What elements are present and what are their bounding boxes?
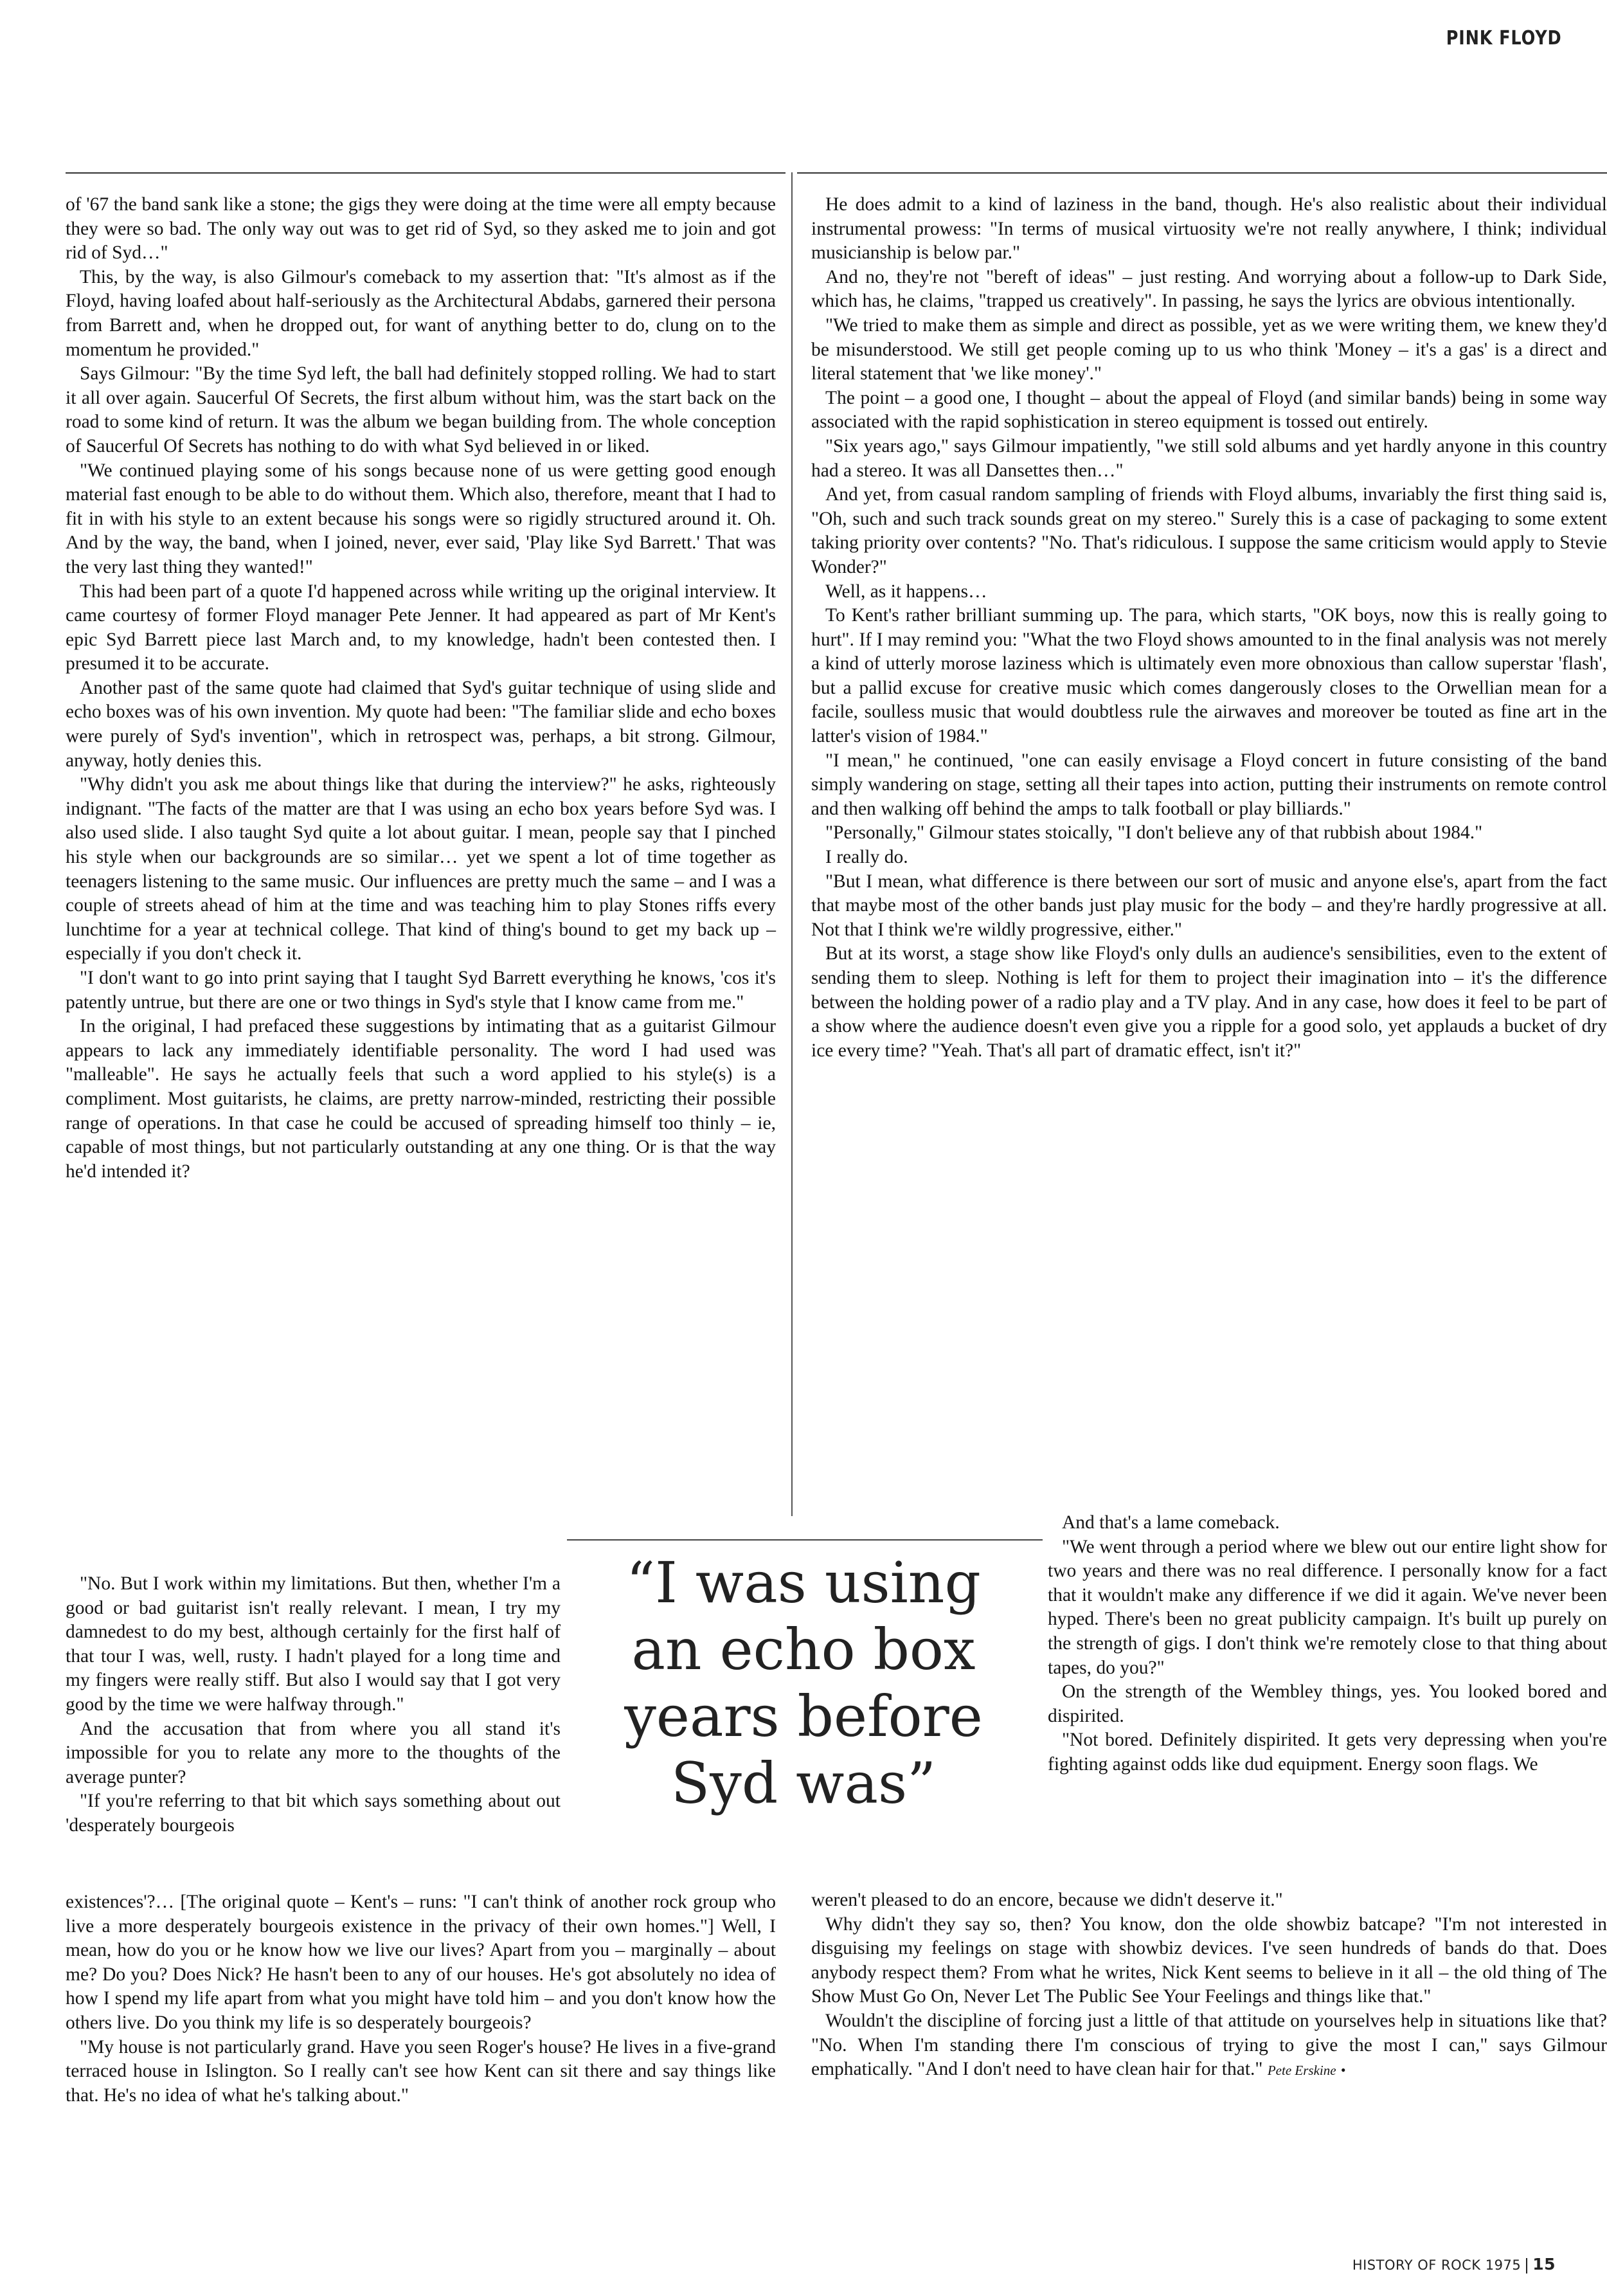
page-number: 15 [1532, 2255, 1556, 2273]
paragraph: He does admit to a kind of laziness in the band, though. He's also realistic about their individual instrumental prowess: "In terms of musical virtuosity we're not really anywhere, I think; individual musicianship is below par." [811, 194, 1607, 264]
paragraph: And no, they're not "bereft of ideas" – just resting. And worrying about a follow-up to Dark Side, which has, he claims, "trapped us creatively". In passing, he says the lyrics are obvious intentionally. [811, 266, 1607, 312]
paragraph: Says Gilmour: "By the time Syd left, the ball had definitely stopped rolling. We had to start it all over again. Saucerful Of Secrets, the first album without him, was the start back on the road to some kind of return. It was the album we began building from. The whole conception of Saucerful Of Secrets has nothing to do with what Syd believed in or liked. [66, 363, 776, 456]
author-byline: Pete Erskine [1267, 2063, 1336, 2079]
paragraph: "We continued playing some of his songs because none of us were getting good enough material fast enough to be able to do without them. Which also, therefore, meant that I had to fit in with his style to an extent because his songs were so rigidly structured around it. Oh. And by the way, the band, when I joined, never, ever said, 'Play like Syd Barrett.' That was the very last thing they wanted!" [66, 460, 776, 577]
paragraph: This had been part of a quote I'd happened across while writing up the original interview. It came courtesy of former Floyd manager Pete Jenner. It had appeared as part of Mr Kent's epic Syd Barrett piece last March and, to my knowledge, hadn't been contested then. I presumed it to be accurate. [66, 581, 776, 674]
paragraph: "Six years ago," says Gilmour impatiently, "we still sold albums and yet hardly anyone in this country had a stereo. It was all Dansettes then…" [811, 435, 1607, 481]
pull-quote-line: Syd was” [670, 1750, 937, 1816]
paragraph: "We tried to make them as simple and direct as possible, yet as we were writing them, we knew they'd be misunderstood. We still get people coming up to us who think 'Money – it's a gas' is a direct and literal statement that 'we like money'." [811, 314, 1607, 384]
left-column-top [66, 193, 776, 1184]
top-rule-left [66, 172, 786, 174]
paragraph: weren't pleased to do an encore, because we didn't deserve it." [811, 1890, 1283, 1910]
paragraph: Another past of the same quote had claimed that Syd's guitar technique of using slide and echo boxes was of his own invention. My quote had been: "The familiar slide and echo boxes were purely of Syd's invention", which in retrospect was, perhaps, a bit strong. Gilmour, anyway, hotly denies this. [66, 677, 776, 771]
paragraph: existences'?… [The original quote – Kent's – runs: "I can't think of another rock group who live a more desperately bourgeois existence in the privacy of their own homes."] Well, I mean, how do you or he know how we live our lives? Apart from you – marginally – about me? Do you? Does Nick? He hasn't been to any of our houses. He's got absolutely no idea of how I spend my life apart from what you might have told him – and you don't know how the others live. Do you think my life is so desperately bourgeois? [66, 1892, 776, 2033]
paragraph: And the accusation that from where you all stand it's impossible for you to relate any more to the thoughts of the average punter? [66, 1718, 561, 1787]
paragraph: "No. But I work within my limitations. But then, whether I'm a good or bad guitarist isn't really relevant. I mean, I try my damnedest to do my best, although certainly for the first half of that tour I was, well, rusty. I hadn't played for a long time and my fingers were really stiff. But also I would say that I got very good by the time we were halfway through." [66, 1573, 561, 1715]
section-header: PINK FLOYD [1446, 27, 1562, 50]
paragraph [811, 2009, 1607, 2083]
paragraph: "My house is not particularly grand. Have you seen Roger's house? He lives in a five-grand terraced house in Islington. So I really can't see how Kent can sit there and say things like that. He's no idea of what he's talking about." [66, 2036, 776, 2106]
end-mark: • [1340, 2062, 1346, 2079]
paragraph: "Not bored. Definitely dispirited. It gets very depressing when you're fighting against odds like dud equipment. Energy soon flags. We [1048, 1730, 1607, 1775]
paragraph: This, by the way, is also Gilmour's comeback to my assertion that: "It's almost as if the Floyd, having loafed about half-seriously as the Architectural Abdabs, garnered their persona from Barrett and, when he dropped out, for want of anything better to do, clung on to the momentum he provided." [66, 266, 776, 360]
column-divider [791, 172, 793, 1516]
right-column-bottom [811, 1888, 1607, 2083]
paragraph: "I mean," he continued, "one can easily envisage a Floyd concert in future consisting of the band simply wandering on stage, setting all their tapes into action, putting their instruments on remote control and then walking off behind the amps to talk football or play billiards." [811, 750, 1607, 819]
paragraph: And yet, from casual random sampling of friends with Floyd albums, invariably the first thing said is, "Oh, such and such track sounds great on my stereo." Surely this is a case of packaging to some extent taking priority over contents? "No. That's ridiculous. I suppose the same criticism would apply to Stevie Wonder?" [811, 484, 1607, 577]
right-column-top [811, 193, 1607, 1063]
paragraph: To Kent's rather brilliant summing up. The para, which starts, "OK boys, now this is really going to hurt". If I may remind you: "What the two Floyd shows amounted to in the final analysis was not merely a kind of utterly morose laziness which is ultimately even more obnoxious than callow superstar 'flash', but a pallid excuse for creative music which comes dangerously closes to the Orwellian mean for a facile, soulless music that would doubtless rule the airwaves and moreover be touted as fine art in the latter's vision of 1984." [811, 605, 1607, 747]
paragraph: "But I mean, what difference is there between our sort of music and anyone else's, apart from the fact that maybe most of the other bands just play music for the body – and they're hardly progressive at all. Not that I think we're wildly progressive, either." [811, 871, 1607, 940]
paragraph: The point – a good one, I thought – about the appeal of Floyd (and similar bands) being in some way associated with the rapid sophistication in stereo equipment is tossed out entirely. [811, 387, 1607, 433]
paragraph: Well, as it happens… [825, 581, 987, 602]
top-rule-right [797, 172, 1607, 174]
left-column-bottom [66, 1890, 776, 2108]
left-column-mid [66, 1572, 561, 1838]
right-column-mid [1048, 1511, 1607, 1777]
paragraph: But at its worst, a stage show like Floyd's only dulls an audience's sensibilities, even to the extent of sending them to sleep. Nothing is left for them to project their imagination into – it's the difference between the holding power of a radio play and a TV play. And in any case, how does it feel to be part of a show where the audience doesn't even give you a ripple for a good solo, yet applauds a bucket of dry ice every time? "Yeah. That's all part of dramatic effect, isn't it?" [811, 943, 1607, 1061]
paragraph: "Personally," Gilmour states stoically, "I don't believe any of that rubbish about 1984." [825, 822, 1483, 844]
paragraph: "I don't want to go into print saying that I taught Syd Barrett everything he knows, 'cos it's patently untrue, but there are one or two things in Syd's style that I know came from me." [66, 968, 776, 1013]
paragraph: On the strength of the Wembley things, yes. You looked bored and dispirited. [1048, 1681, 1607, 1726]
page-footer [1352, 2255, 1556, 2273]
paragraph: "Why didn't you ask me about things like that during the interview?" he asks, righteously indignant. "The facts of the matter are that I was using an echo box years before Syd was. I also used slide. I also taught Syd quite a lot about guitar. I mean, people say that I pinched his style when our backgrounds are so similar… yet we spent a lot of time together as teenagers listening to the same music. Our influences are pretty much the same – and I was a couple of streets ahead of him at the time and was teaching him to play Stones riffs every lunchtime for a year at technical college. That kind of thing's bound to get my back up – especially if you don't check it. [66, 774, 776, 964]
paragraph: "If you're referring to that bit which says something about out 'desperately bourgeois [66, 1791, 561, 1836]
paragraph: "We went through a period where we blew out our entire light show for two years and there was no real difference. I personally know for a fact that it wouldn't make any difference if we did it again. We've never been hyped. There's been no great publicity campaign. It's built up purely on the strength of gigs. I don't think we're remotely close to that thing about tapes, do you?" [1048, 1536, 1607, 1678]
publication-name: HISTORY OF ROCK 1975 [1352, 2257, 1522, 2273]
pull-quote-rule [567, 1539, 1043, 1541]
paragraph: Why didn't they say so, then? You know, don the olde showbiz batcape? "I'm not interested in disguising my feelings on stage with showbiz devices. I've seen hundreds of bands do that. Does anybody respect them? From what he writes, Nick Kent seems to believe in it all – the old thing of The Show Must Go On, Never Let The Public See Your Feelings and things like that." [811, 1913, 1607, 2007]
paragraph: of '67 the band sank like a stone; the gigs they were doing at the time were all empty because they were so bad. The only way out was to get rid of Syd, so they asked me to join and got rid of Syd…" [66, 194, 776, 264]
footer-separator [1526, 2258, 1527, 2273]
pull-quote-line: “I was using [626, 1550, 981, 1616]
paragraph-text: Wouldn't the discipline of forcing just a little of that attitude on yourselves help in situations like that? "No. When I'm standing there I'm conscious of trying to give the most I can," says Gilmour emphatically. "And I don't need to have clean hair for that." [811, 2010, 1607, 2080]
paragraph: In the original, I had prefaced these suggestions by intimating that as a guitarist Gilmour appears to lack any immediately identifiable personality. The word I had used was "malleable". He says he actually feels that such a word applied to his style(s) is a compliment. Most guitarists, he claims, are pretty narrow-minded, restricting their possible range of operations. In that case he could be accused of spreading himself too thinly – ie, capable of most things, but not particularly outstanding at any one thing. Or is that the way he'd intended it? [66, 1016, 776, 1182]
paragraph: And that's a lame comeback. [1062, 1512, 1280, 1533]
paragraph: I really do. [825, 847, 908, 868]
pull-quote [572, 1550, 1035, 1817]
pull-quote-line: an echo box [631, 1616, 976, 1683]
pull-quote-line: years before [624, 1683, 983, 1749]
